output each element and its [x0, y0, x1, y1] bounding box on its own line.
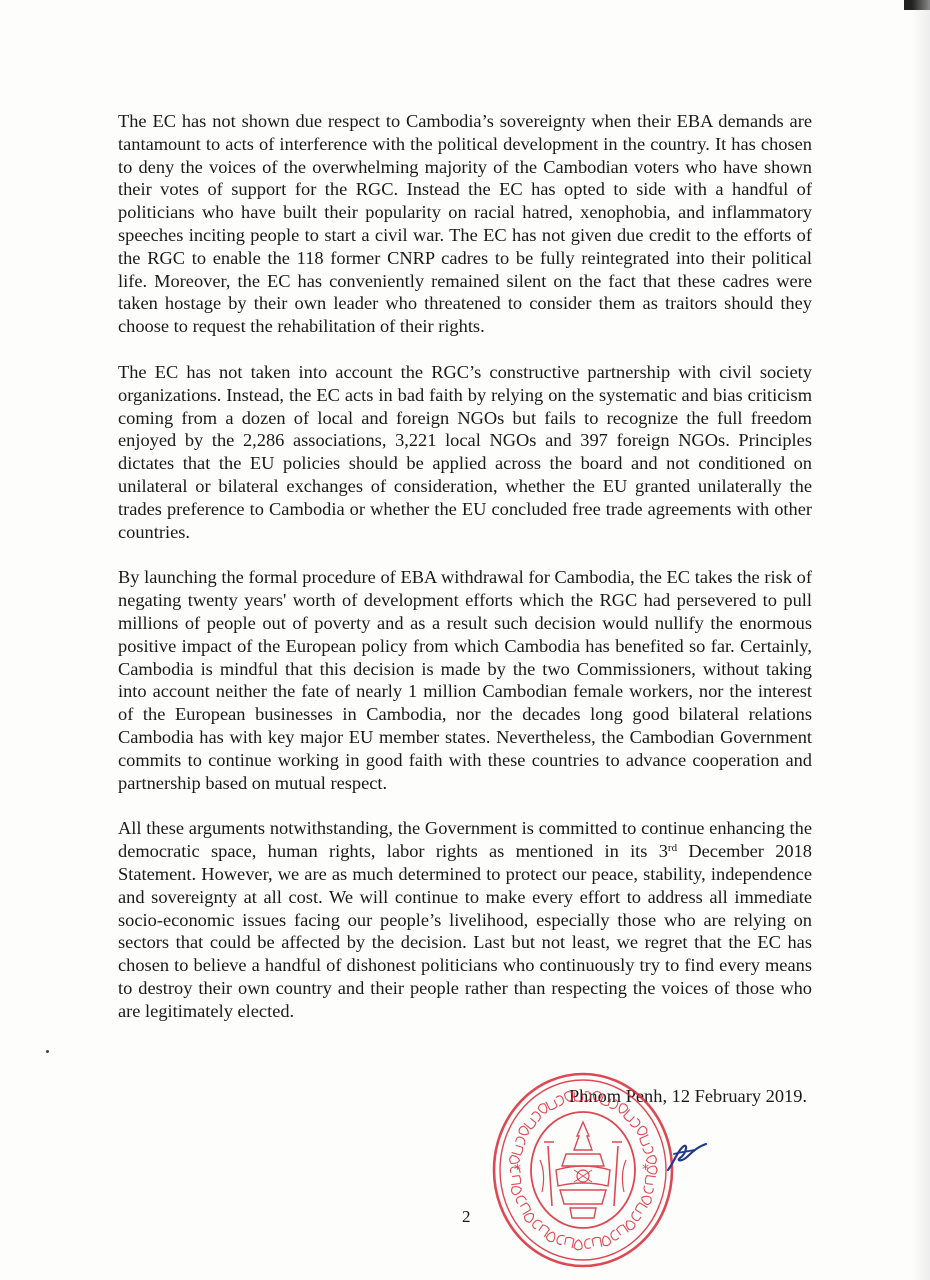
seal-rim-glyph: [616, 1224, 628, 1237]
handwritten-initials: [664, 1140, 708, 1174]
ordinal-superscript: rd: [667, 842, 678, 855]
seal-rim-glyph: [564, 1237, 574, 1248]
seal-rim-glyph: [635, 1202, 648, 1214]
svg-text:*: *: [514, 1162, 521, 1178]
seal-rim-glyph: [515, 1136, 526, 1145]
seal-rim-glyph: [640, 1194, 652, 1205]
seal-rim-glyph: [510, 1175, 521, 1184]
seal-rim-glyph: [519, 1202, 532, 1214]
seal-rim-glyph: [601, 1235, 612, 1247]
paragraph-4: [118, 817, 812, 1022]
seal-rim-glyph: [512, 1145, 524, 1155]
seal-rim-glyph: [624, 1218, 637, 1231]
page-number: 2: [462, 1207, 471, 1226]
seal-rim-glyph: [623, 1110, 636, 1123]
paragraph-4-part-2: December 2018 Statement. However, we are as much determined to protect our peace, stability, independence and sovereignty at all cost. We will continue to make every effort to address all immediate socio-economic issues facing our people’s livelihood, especially those who are relying on sectors that could be affected by the decision. Last but not least, we regret that the EC has chosen to believe a handful of dishonest politicians who continuously try to find every means to destroy their own country and their people rather than respecting the voices of those who are legitimately elected.: [118, 841, 812, 1021]
seal-rim-glyph: [574, 1240, 583, 1251]
seal-rim-glyph: [630, 1211, 641, 1222]
scan-speck: [46, 1050, 49, 1053]
document-body: [118, 110, 812, 1045]
scan-edge-shadow: [912, 0, 930, 1280]
paragraph-2: The EC has not taken into account the RGC’s constructive partnership with civil society organizations. Instead, the EC acts in bad faith by relying on the systematic and bias criticism coming from a dozen of local and foreign NGOs but fails to recognize the full freedom enjoyed by the 2,286 associations, 3,221 local NGOs and 397 foreign NGOs. Principles dictates that the EU policies should be applied across the board and not conditioned on unilateral or bilateral exchanges of consideration, whether the EU granted unilaterally the trades preference to Cambodia or whether the EU concluded free trade agreements with other countries.: [118, 361, 812, 542]
seal-rim-glyph: [556, 1234, 565, 1245]
seal-rim-glyph: [630, 1118, 641, 1129]
dateline: Phnom Penh, 12 February 2019.: [568, 1086, 807, 1106]
seal-rim-glyph: [646, 1155, 657, 1164]
paragraph-3: By launching the formal procedure of EBA withdrawal for Cambodia, the EC takes the risk of negating twenty years' worth of development efforts which the RGC had persevered to pull millions of people out of poverty and as a result such decision would nullify the enormous positive impact of the European policy from which Cambodia has benefited so far. Certainly, Cambodia is mindful that this decision is made by the two Commissioners, without taking into account neither the fate of nearly 1 million Cambodian female workers, nor the interest of the European businesses in Cambodia, nor the decades long good bilateral relations Cambodia has with key major EU member states. Nevertheless, the Cambodian Government commits to continue working in good faith with these countries to advance cooperation and partnership based on mutual respect.: [118, 567, 812, 793]
seal-rim-glyph: [609, 1230, 619, 1241]
paragraph-1: The EC has not shown due respect to Cambodia’s sovereignty when their EBA demands are tantamount to acts of interference with the political development in the country. It has chosen to deny the voices of the overwhelming majority of the Cambodian voters who have shown their votes of support for the RGC. Instead the EC has opted to side with a handful of politicians who have built their popularity on racial hatred, xenophobia, and inflammatory speeches inciting people to start a civil war. The EC has not given due credit to the efforts of the RGC to enable the 118 former CNRP cadres to be fully reintegrated into their political life. Moreover, the EC has conveniently remained silent on the fact that these cadres were taken hostage by their own leader who threatened to consider them as traitors should they choose to request the rehabilitation of their rights.: [118, 111, 812, 337]
svg-text:*: *: [642, 1162, 649, 1178]
seal-rim-glyph: [643, 1146, 654, 1154]
seal-rim-glyph: [639, 1135, 651, 1146]
seal-rim-glyph: [531, 1218, 542, 1229]
seal-rim-glyph: [645, 1175, 656, 1184]
seal-rim-glyph: [636, 1125, 649, 1137]
seal-rim-glyph: [511, 1167, 521, 1173]
seal-rim-glyph: [556, 1095, 565, 1106]
seal-rim-glyph: [531, 1111, 542, 1122]
seal-rim-glyph: [643, 1186, 654, 1194]
seal-rim-glyph: [545, 1230, 557, 1243]
seal-rim-glyph: [509, 1155, 520, 1164]
paragraph-4-part-1: All these arguments notwithstanding, the Government is committed to continue enhancing the democratic space, human rights, labor rights as mentioned in its 3: [118, 818, 812, 862]
seal-rim-glyph: [524, 1117, 537, 1130]
seal-rim-glyph: [546, 1098, 558, 1111]
seal-rim-glyph: [511, 1185, 523, 1195]
seal-rim-glyph: [647, 1166, 657, 1174]
seal-rim-glyph: [537, 1102, 549, 1115]
seal-rim-glyph: [518, 1125, 531, 1137]
seal-rim-glyph: [523, 1211, 536, 1224]
seal-rim-glyph: [515, 1195, 526, 1204]
seal-rim-glyph: [584, 1239, 591, 1249]
seal-rim-glyph: [538, 1224, 550, 1237]
seal-rim-glyph: [592, 1237, 602, 1248]
